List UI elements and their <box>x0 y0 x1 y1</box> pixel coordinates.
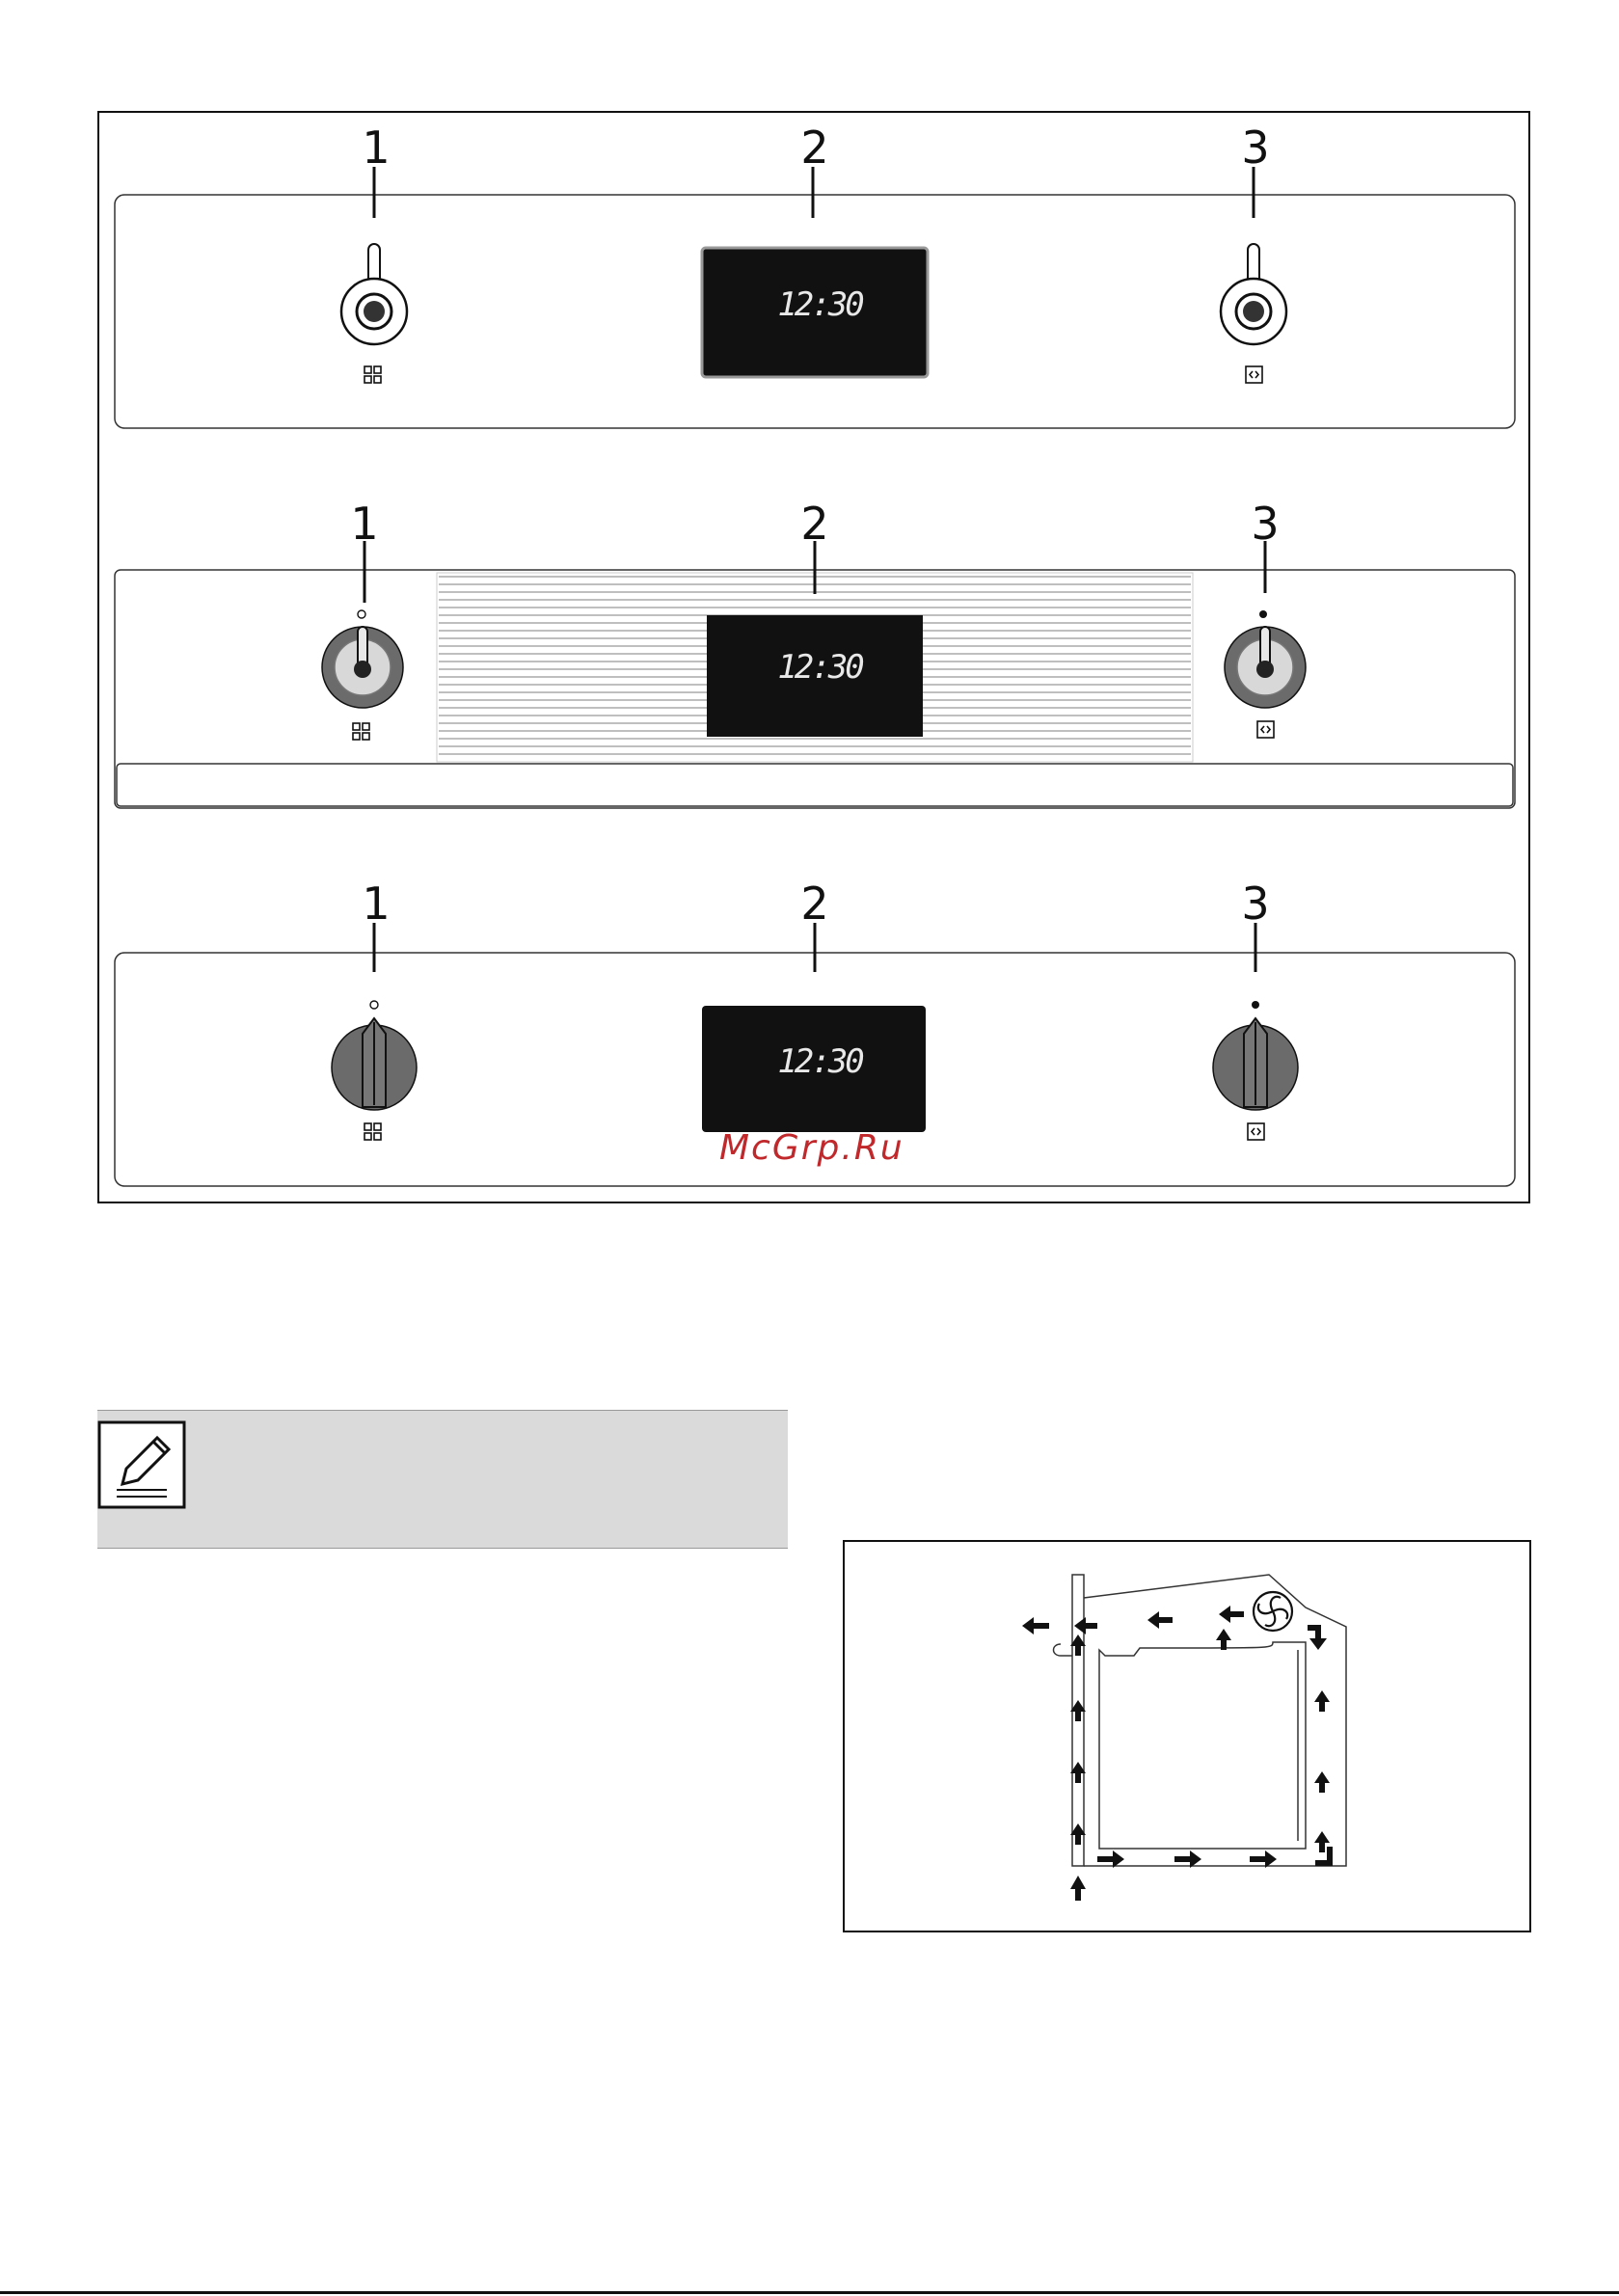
display-2-time: 12:30 <box>777 648 862 687</box>
function-knob-3 <box>332 1018 417 1110</box>
panel-2-handle <box>117 764 1513 806</box>
temperature-bracket-icon <box>1257 721 1274 738</box>
display-3-time: 12:30 <box>777 1042 862 1081</box>
multifunction-grid-icon <box>364 366 381 383</box>
cooling-airflow-arrows <box>1022 1606 1333 1901</box>
note-box <box>97 1410 788 1549</box>
callout-3: 3 <box>1241 878 1270 930</box>
fan-icon <box>1254 1592 1292 1631</box>
temperature-knob-1 <box>1221 244 1286 344</box>
temperature-knob-3 <box>1213 1018 1298 1110</box>
knob-marker-dot <box>1259 610 1267 618</box>
temperature-bracket-icon <box>1246 366 1262 383</box>
callout-3: 3 <box>1241 122 1270 174</box>
temperature-bracket-icon <box>1248 1123 1264 1140</box>
callout-1: 1 <box>350 498 379 550</box>
callout-3: 3 <box>1251 498 1280 550</box>
callout-2: 2 <box>800 878 829 930</box>
callout-2: 2 <box>800 122 829 174</box>
knob-marker-dot <box>370 1001 378 1009</box>
temperature-knob-2 <box>1225 627 1306 708</box>
airflow-diagram <box>843 1540 1531 1932</box>
callout-1: 1 <box>362 122 391 174</box>
function-knob-2 <box>322 627 403 708</box>
callout-2: 2 <box>800 498 829 550</box>
multifunction-grid-icon <box>364 1123 381 1140</box>
knob-marker-dot <box>358 610 365 618</box>
function-knob-1 <box>341 244 407 344</box>
knob-marker-dot <box>1252 1001 1259 1009</box>
display-1-time: 12:30 <box>777 285 862 324</box>
page-footer-rule <box>0 2291 1619 2294</box>
airflow-drawing <box>845 1542 1533 1934</box>
watermark: McGrp.Ru <box>719 1128 904 1168</box>
pencil-note-icon <box>97 1420 186 1509</box>
multifunction-grid-icon <box>353 723 369 740</box>
callout-1: 1 <box>362 878 391 930</box>
